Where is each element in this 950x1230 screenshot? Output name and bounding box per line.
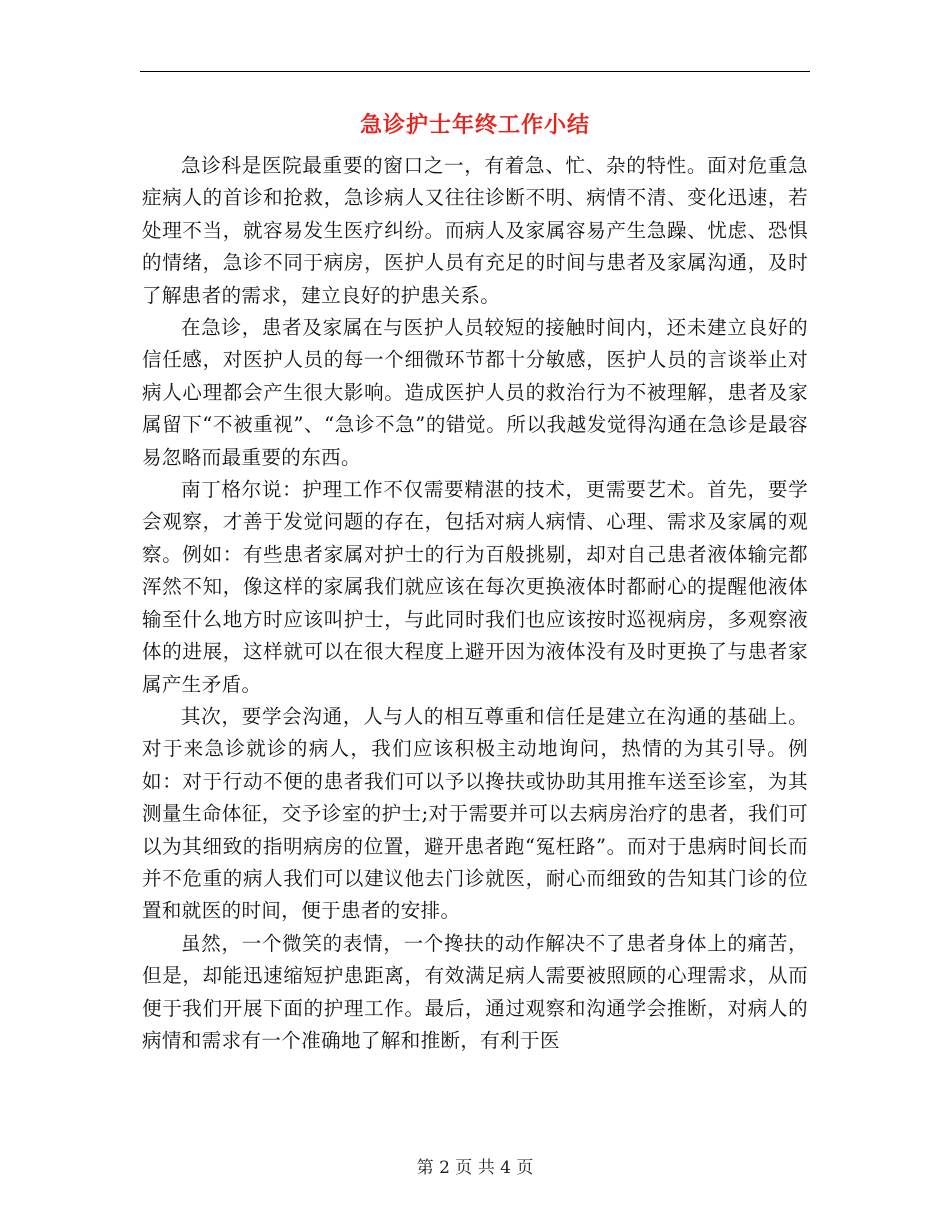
paragraph-3: 南丁格尔说：护理工作不仅需要精湛的技术，更需要艺术。首先，要学会观察，才善于发觉问题的存在，包括对病人病情、心理、需求及家属的观察。例如：有些患者家属对护士的行为百般挑剔，却对自己患者液体输完都浑然不知，像这样的家属我们就应该在每次更换液体时都耐心的提醒他液体输至什么地方时应该叫护士，与此同时我们也应该按时巡视病房，多观察液体的进展，这样就可以在很大程度上避开因为液体没有及时更换了与患者家属产生矛盾。 bbox=[142, 478, 808, 696]
document-title: 急诊护士年终工作小结 bbox=[359, 112, 590, 138]
header-rule bbox=[140, 71, 810, 72]
paragraph-2: 在急诊，患者及家属在与医护人员较短的接触时间内，还未建立良好的信任感，对医护人员的每一个细微环节都十分敏感，医护人员的言谈举止对病人心理都会产生很大影响。造成医护人员的救治行为不被理解，患者及家属留下“不被重视”、“急诊不急”的错觉。所以我越发觉得沟通在急诊是最容易忽略而最重要的东西。 bbox=[142, 316, 808, 469]
paragraph-4: 其次，要学会沟通，人与人的相互尊重和信任是建立在沟通的基础上。对于来急诊就诊的病人，我们应该积极主动地询问，热情的为其引导。例如：对于行动不便的患者我们可以予以搀扶或协助其用推车送至诊室，为其测量生命体征，交予诊室的护士;对于需要并可以去病房治疗的患者，我们可以为其细致的指明病房的位置，避开患者跑“冤枉路”。而对于患病时间长而并不危重的病人我们可以建议他去门诊就医，耐心而细致的告知其门诊的位置和就医的时间，便于患者的安排。 bbox=[142, 704, 808, 923]
page-number-footer: 第 2 页 共 4 页 bbox=[416, 1158, 534, 1178]
paragraph-1: 急诊科是医院最重要的窗口之一，有着急、忙、杂的特性。面对危重急症病人的首诊和抢救，急诊病人又往往诊断不明、病情不清、变化迅速，若处理不当，就容易发生医疗纠纷。而病人及家属容易产生急躁、忧虑、恐惧的情绪，急诊不同于病房，医护人员有充足的时间与患者及家属沟通，及时了解患者的需求，建立良好的护患关系。 bbox=[142, 154, 808, 307]
paragraph-5: 虽然，一个微笑的表情，一个搀扶的动作解决不了患者身体上的痛苦，但是，却能迅速缩短护患距离，有效满足病人需要被照顾的心理需求，从而便于我们开展下面的护理工作。最后，通过观察和沟通学会推断，对病人的病情和需求有一个准确地了解和推断，有利于医 bbox=[142, 931, 808, 1052]
document-body bbox=[142, 150, 808, 1057]
